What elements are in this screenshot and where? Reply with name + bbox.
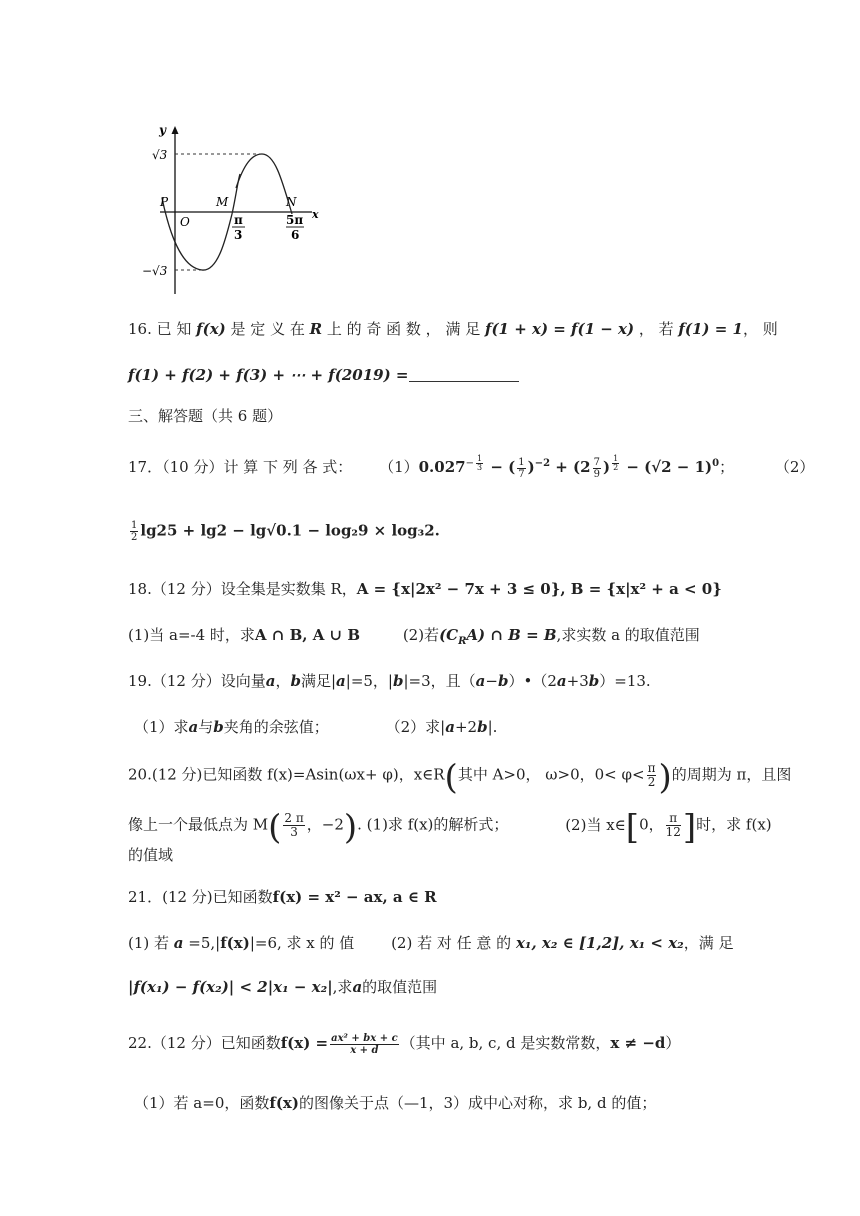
point-n-label: N (286, 195, 297, 209)
q19-line1: 19.（12 分）设向量a，b满足|a|=5，|b|=3，且（a−b）•（2a+3b）=13. (128, 672, 651, 690)
pi3-den: 3 (234, 228, 243, 242)
sine-curve (162, 174, 243, 270)
q21-line1: 21．(12 分)已知函数f(x) = x² − ax, a ∈ R (128, 888, 437, 906)
x-axis-label: x (312, 208, 319, 221)
q18-line1: 18.（12 分）设全集是实数集 R，A = {x|2x² − 7x + 3 ≤ 0}, B = {x|x² + a < 0} (128, 580, 722, 598)
q17-line2: $\frac{1}{2}$ lg25 + lg2 − lg√0.1 − log₂9 × log₃2. (131, 520, 440, 543)
q19-line2: （1）求a与b夹角的余弦值； （2）求|a+2b|. (134, 718, 498, 736)
answer-blank[interactable] (409, 367, 519, 382)
neg-sqrt3-label: −√3 (142, 264, 168, 278)
5pi6-num: 5π (286, 213, 304, 227)
q22-line1: 22.（12 分）已知函数f(x) = $\frac{\text{ax² + bx + c}}{x + d}$ （其中 a, b, c, d 是实数常数，x ≠ −d） (128, 1032, 681, 1056)
pi3-num: π (234, 213, 243, 227)
y-axis-arrow (172, 126, 179, 134)
sqrt3-label: √3 (152, 148, 168, 162)
q20-line3: 的值域 (128, 846, 174, 864)
y-axis-label: y (159, 123, 166, 137)
point-p-label: P (160, 195, 169, 209)
q20-line1: 20.(12 分)已知函数 f(x)=Asin(ωx+ φ)，x∈R(其中 A>0， ω>0，0< φ< $\frac{\pi}{2}$ )的周期为 π，且图 (128, 757, 792, 798)
q21-line2: (1) 若 a =5,|f(x)|=6, 求 x 的 值 (2) 若 对 任 意 的 x₁, x₂ ∈ [1,2], x₁ < x₂，满 足 (128, 934, 734, 952)
point-m-label: M (216, 195, 229, 209)
q20-line2: 像上一个最低点为 M( $\frac{2 \pi}{3}$ ，−2). (1)求 f(x)的解析式； (2)当 x∈[0， $\frac{\pi}{12}$ ]时，求 f(x) (128, 807, 772, 848)
5pi6-den: 6 (291, 228, 300, 242)
sine-curve-right (236, 154, 292, 214)
q18-line2: (1)当 a=-4 时，求A ∩ B, A ∪ B (2)若$(C_RA)$ ∩ B = B,求实数 a 的取值范围 (128, 626, 700, 647)
sine-graph (140, 118, 340, 298)
q21-line3: |f(x₁) − f(x₂)| < 2|x₁ − x₂|,求a的取值范围 (128, 978, 438, 996)
origin-label: O (180, 215, 190, 229)
q16-line2: f(1) + f(2) + f(3) + ⋯ + f(2019) = (128, 366, 519, 384)
section-3-title: 三、解答题（共 6 题） (128, 407, 283, 425)
q17-line1: 17．（10 分）计 算 下 列 各 式： $(1)0.027^{- \frac{1}{3}}$ − ( $\frac{1}{7}$ )$^{-2}$ + (2 $\frac{7}{9}$ ) $^{\frac{1}{2}}$ − $(√2 - 1)^0$； （2） (128, 454, 815, 480)
q16-line1: 16. 已 知 f(x) 是 定 义 在 R 上 的 奇 函 数 ， 满 足 f(1 + x) = f(1 − x) ， 若 f(1) = 1， 则 (128, 320, 778, 338)
q22-line2: （1）若 a=0，函数f(x)的图像关于点（—1，3）成中心对称，求 b, d 的值； (134, 1094, 657, 1112)
